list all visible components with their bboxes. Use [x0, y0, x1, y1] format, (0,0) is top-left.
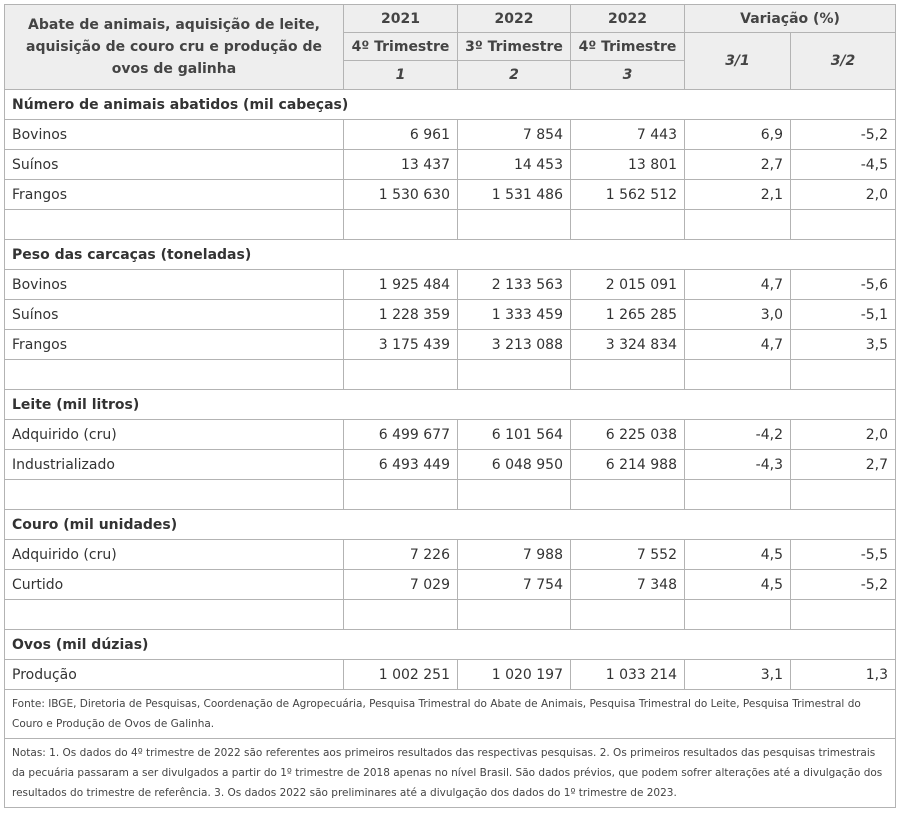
- value-cell: 1,3: [791, 660, 896, 690]
- empty-cell: [344, 600, 458, 630]
- value-cell: 6 048 950: [458, 450, 571, 480]
- quarter-col-1: 4º Trimestre: [344, 33, 458, 61]
- value-cell: 2 015 091: [571, 270, 685, 300]
- value-cell: 2,0: [791, 420, 896, 450]
- empty-cell: [791, 210, 896, 240]
- empty-cell: [5, 600, 344, 630]
- row-label: Industrializado: [5, 450, 344, 480]
- value-cell: 3 213 088: [458, 330, 571, 360]
- value-cell: 7 226: [344, 540, 458, 570]
- value-cell: 6,9: [685, 120, 791, 150]
- value-cell: 7 029: [344, 570, 458, 600]
- value-cell: 3 324 834: [571, 330, 685, 360]
- value-cell: 14 453: [458, 150, 571, 180]
- empty-cell: [5, 480, 344, 510]
- row-label: Adquirido (cru): [5, 420, 344, 450]
- variation-col-3-1: 3/1: [685, 33, 791, 90]
- empty-cell: [685, 480, 791, 510]
- table-row: [5, 270, 896, 300]
- value-cell: 13 801: [571, 150, 685, 180]
- empty-cell: [571, 360, 685, 390]
- row-label: Frangos: [5, 180, 344, 210]
- empty-cell: [5, 360, 344, 390]
- empty-cell: [571, 480, 685, 510]
- value-cell: 6 493 449: [344, 450, 458, 480]
- table-row: [5, 450, 896, 480]
- value-cell: 7 754: [458, 570, 571, 600]
- empty-cell: [685, 360, 791, 390]
- value-cell: 4,7: [685, 270, 791, 300]
- value-cell: 1 265 285: [571, 300, 685, 330]
- value-cell: -5,6: [791, 270, 896, 300]
- value-cell: 1 925 484: [344, 270, 458, 300]
- value-cell: 6 101 564: [458, 420, 571, 450]
- value-cell: 7 552: [571, 540, 685, 570]
- empty-cell: [791, 360, 896, 390]
- spacer-row: [5, 600, 896, 630]
- value-cell: 6 225 038: [571, 420, 685, 450]
- empty-cell: [791, 600, 896, 630]
- notes: Notas: 1. Os dados do 4º trimestre de 2022 são referentes aos primeiros resultados das respectivas pesquisas. 2. Os primeiros resultados das pesquisas trimestrais da pecuária passaram a ser divulgados a partir do 1º trimestre de 2018 apenas no nível Brasil. São dados prévios, que podem sofrer alterações até a divulgação dos resultados do trimestre de referência. 3. Os dados 2022 são preliminares até a divulgação dos dados do 1º trimestre de 2023.: [5, 739, 896, 808]
- value-cell: 1 333 459: [458, 300, 571, 330]
- value-cell: 7 854: [458, 120, 571, 150]
- value-cell: 7 988: [458, 540, 571, 570]
- value-cell: 3,1: [685, 660, 791, 690]
- empty-cell: [344, 360, 458, 390]
- col-number-2: 2: [458, 61, 571, 90]
- value-cell: -4,2: [685, 420, 791, 450]
- value-cell: 3 175 439: [344, 330, 458, 360]
- source-note: Fonte: IBGE, Diretoria de Pesquisas, Coordenação de Agropecuária, Pesquisa Trimestral do Abate de Animais, Pesquisa Trimestral do Leite, Pesquisa Trimestral do Couro e Produção de Ovos de Galinha.: [5, 690, 896, 739]
- section-title: Peso das carcaças (toneladas): [5, 240, 896, 270]
- value-cell: 1 020 197: [458, 660, 571, 690]
- table-body: [5, 90, 896, 690]
- empty-cell: [344, 480, 458, 510]
- value-cell: 2 133 563: [458, 270, 571, 300]
- empty-cell: [571, 210, 685, 240]
- statistics-table-container: [4, 4, 895, 808]
- value-cell: -5,1: [791, 300, 896, 330]
- value-cell: 13 437: [344, 150, 458, 180]
- table-row: [5, 300, 896, 330]
- value-cell: -5,2: [791, 570, 896, 600]
- value-cell: 1 530 630: [344, 180, 458, 210]
- value-cell: 7 443: [571, 120, 685, 150]
- row-label: Suínos: [5, 150, 344, 180]
- variation-col-3-2: 3/2: [791, 33, 896, 90]
- value-cell: 6 961: [344, 120, 458, 150]
- value-cell: -4,3: [685, 450, 791, 480]
- col-number-1: 1: [344, 61, 458, 90]
- year-col-3: 2022: [571, 5, 685, 33]
- table-row: [5, 570, 896, 600]
- row-label: Adquirido (cru): [5, 540, 344, 570]
- value-cell: 1 562 512: [571, 180, 685, 210]
- value-cell: 2,7: [791, 450, 896, 480]
- value-cell: 1 228 359: [344, 300, 458, 330]
- value-cell: 3,5: [791, 330, 896, 360]
- col-number-3: 3: [571, 61, 685, 90]
- section-title: Ovos (mil dúzias): [5, 630, 896, 660]
- table-row: [5, 120, 896, 150]
- spacer-row: [5, 360, 896, 390]
- table-row: [5, 420, 896, 450]
- empty-cell: [571, 600, 685, 630]
- row-label: Produção: [5, 660, 344, 690]
- value-cell: 7 348: [571, 570, 685, 600]
- row-label: Bovinos: [5, 120, 344, 150]
- statistics-table: [4, 4, 896, 808]
- table-row: [5, 660, 896, 690]
- year-col-1: 2021: [344, 5, 458, 33]
- section-title: Couro (mil unidades): [5, 510, 896, 540]
- row-label: Suínos: [5, 300, 344, 330]
- value-cell: 1 531 486: [458, 180, 571, 210]
- empty-cell: [344, 210, 458, 240]
- value-cell: 6 214 988: [571, 450, 685, 480]
- value-cell: 6 499 677: [344, 420, 458, 450]
- empty-cell: [685, 210, 791, 240]
- value-cell: 4,5: [685, 570, 791, 600]
- empty-cell: [458, 360, 571, 390]
- table-row: [5, 150, 896, 180]
- table-row: [5, 330, 896, 360]
- value-cell: 2,1: [685, 180, 791, 210]
- value-cell: 4,5: [685, 540, 791, 570]
- section-title: Leite (mil litros): [5, 390, 896, 420]
- quarter-col-2: 3º Trimestre: [458, 33, 571, 61]
- value-cell: -4,5: [791, 150, 896, 180]
- empty-cell: [458, 210, 571, 240]
- spacer-row: [5, 480, 896, 510]
- empty-cell: [458, 600, 571, 630]
- value-cell: 1 002 251: [344, 660, 458, 690]
- row-label: Bovinos: [5, 270, 344, 300]
- empty-cell: [685, 600, 791, 630]
- value-cell: 4,7: [685, 330, 791, 360]
- variation-header: Variação (%): [685, 5, 896, 33]
- value-cell: 2,7: [685, 150, 791, 180]
- empty-cell: [5, 210, 344, 240]
- year-col-2: 2022: [458, 5, 571, 33]
- value-cell: 1 033 214: [571, 660, 685, 690]
- value-cell: -5,5: [791, 540, 896, 570]
- section-title: Número de animais abatidos (mil cabeças): [5, 90, 896, 120]
- row-label: Curtido: [5, 570, 344, 600]
- empty-cell: [458, 480, 571, 510]
- quarter-col-3: 4º Trimestre: [571, 33, 685, 61]
- table-row: [5, 540, 896, 570]
- row-label: Frangos: [5, 330, 344, 360]
- table-row: [5, 180, 896, 210]
- table-title: Abate de animais, aquisição de leite, aquisição de couro cru e produção de ovos de galinha: [5, 5, 344, 90]
- value-cell: 2,0: [791, 180, 896, 210]
- value-cell: 3,0: [685, 300, 791, 330]
- value-cell: -5,2: [791, 120, 896, 150]
- empty-cell: [791, 480, 896, 510]
- spacer-row: [5, 210, 896, 240]
